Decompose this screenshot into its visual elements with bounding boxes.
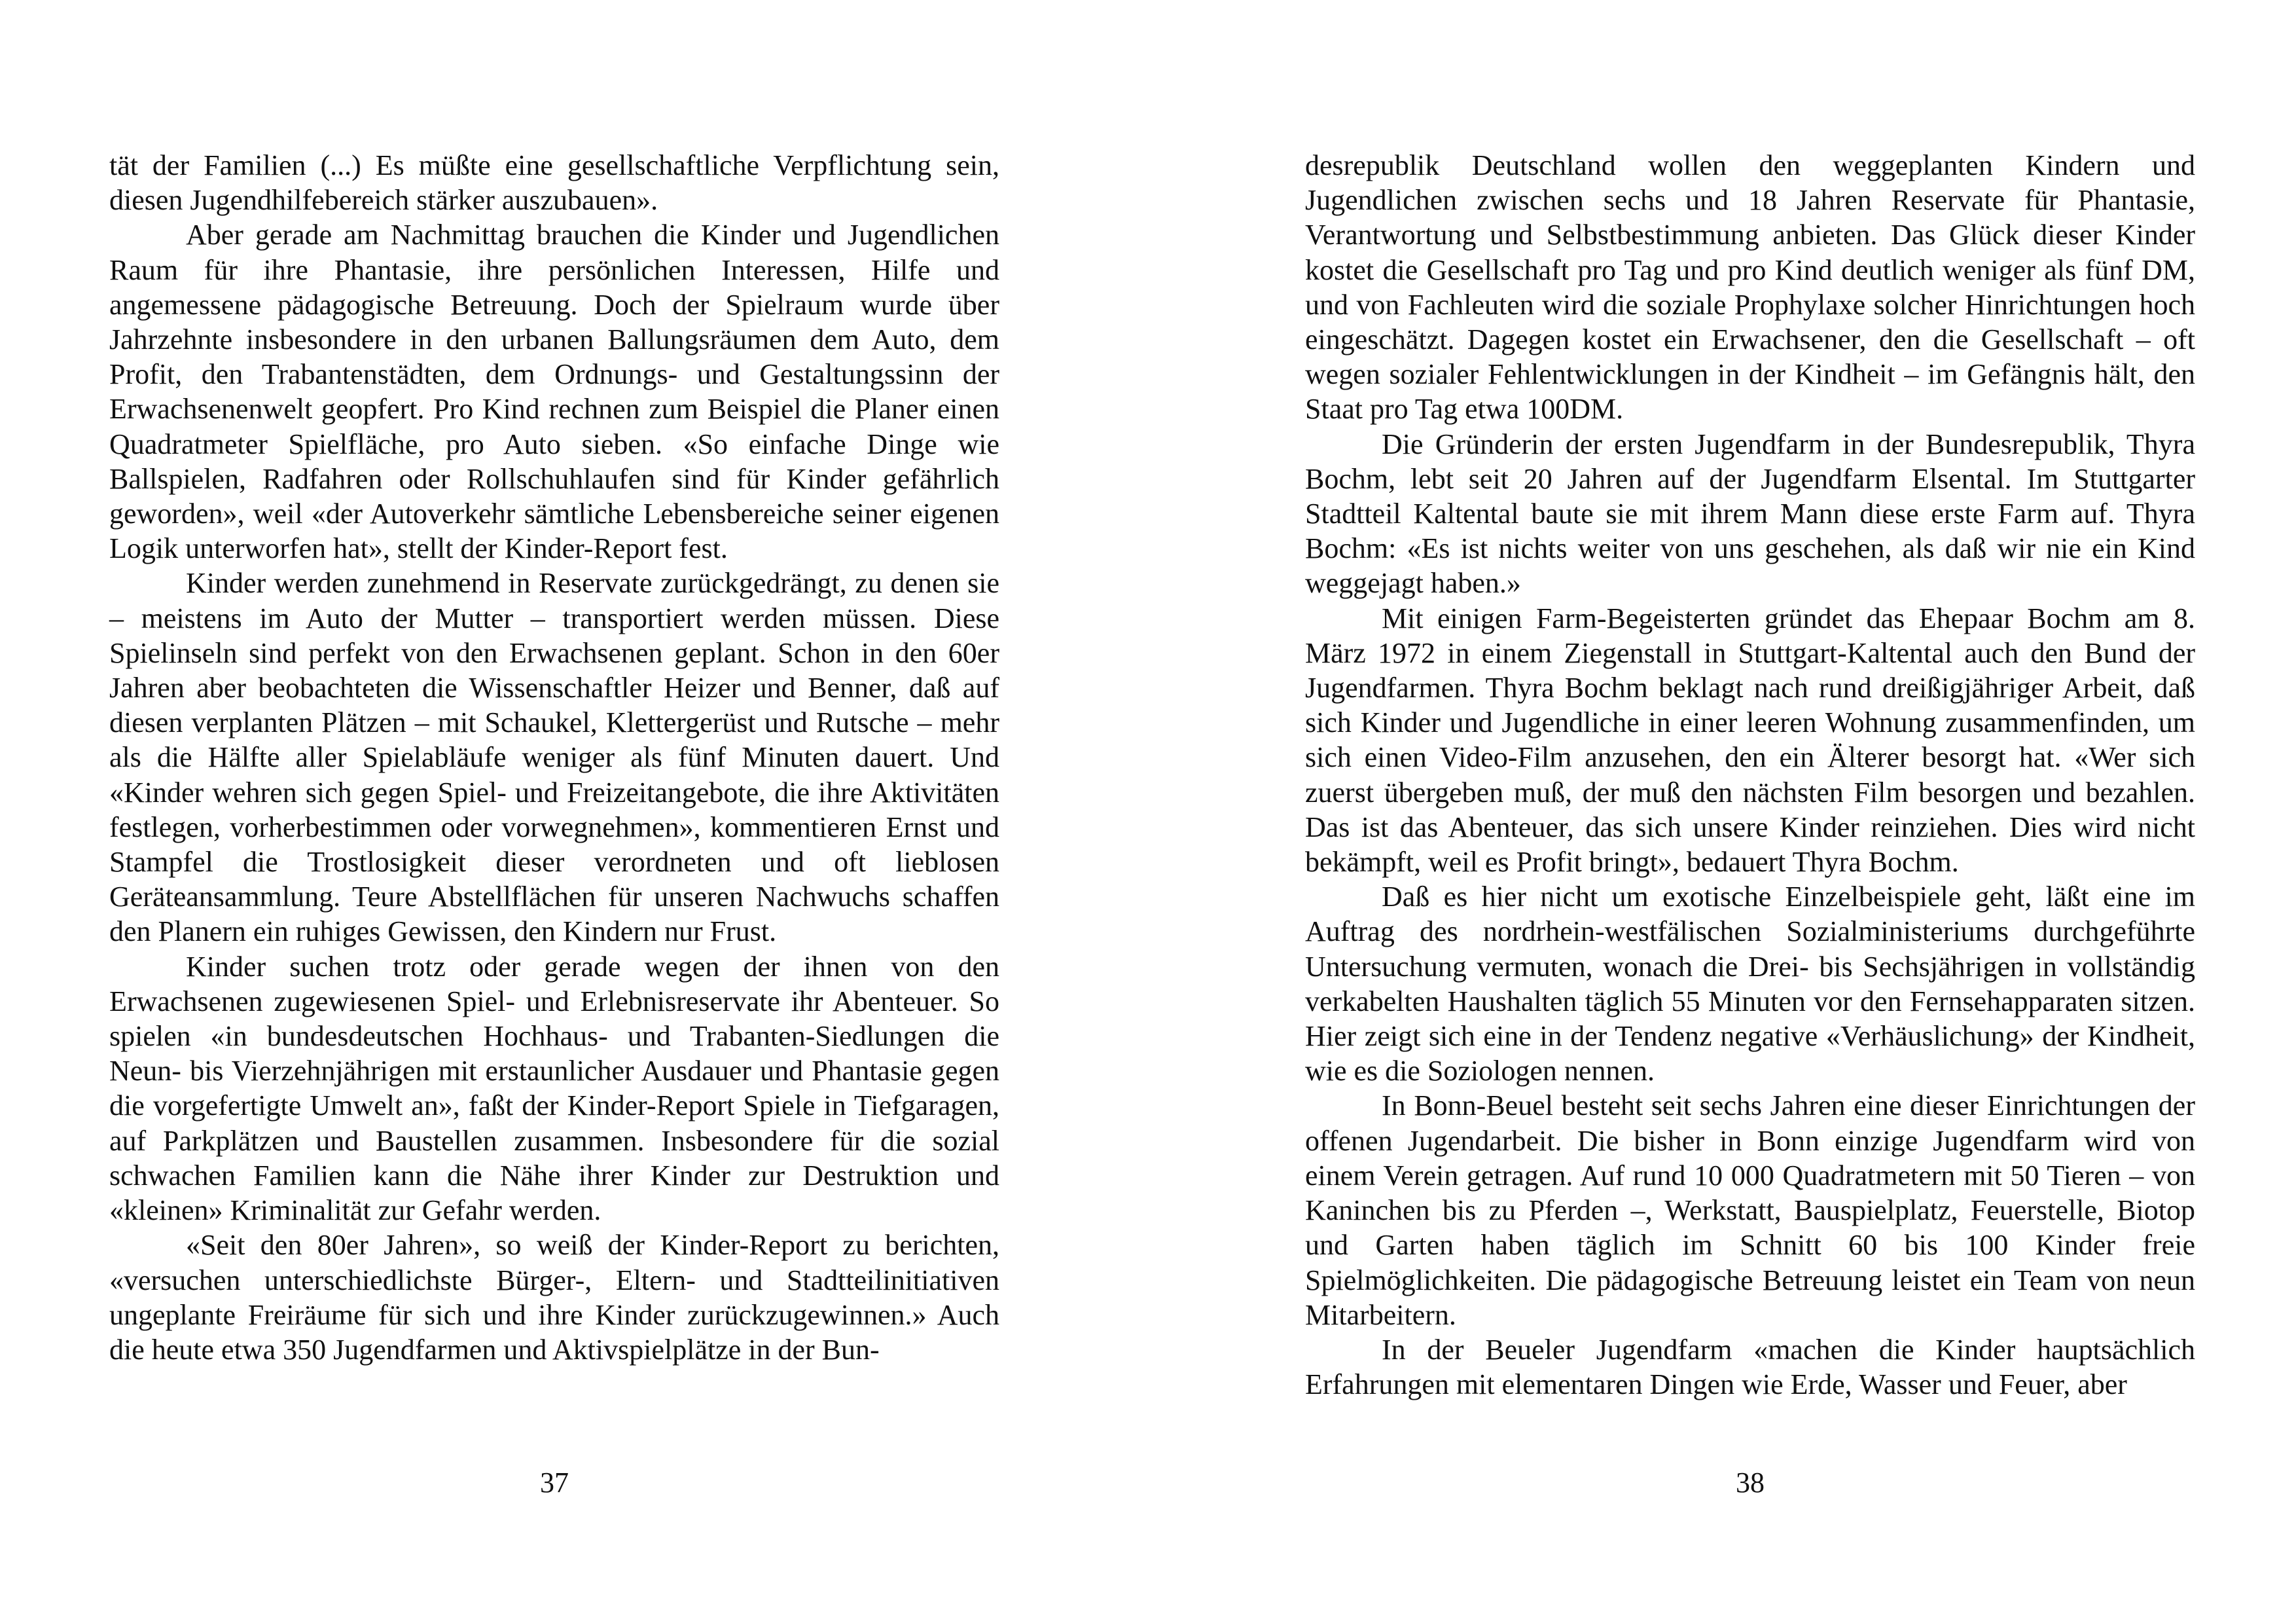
paragraph: Aber gerade am Nachmittag brauchen die Kinder und Jugendlichen Raum für ihre Phantasie, ihre persönlichen Interessen, Hilfe und angemessene pädagogische Betreuung. Doch der Spielraum wurde über Jahrzehnte insbesondere in den urbanen Ballungsräumen dem Auto, dem Profit, den Trabantenstädten, dem Ordnungs- und Gestaltungssinn der Erwachsenenwelt geopfert. Pro Kind rechnen zum Beispiel die Planer einen Quadratmeter Spielfläche, pro Auto sieben. «So einfache Dinge wie Ballspielen, Radfahren oder Rollschuhlaufen sind für Kinder gefährlich geworden», weil «der Autoverkehr sämtliche Lebensbereiche seiner eigenen Logik unterworfen hat», stellt der Kinder-Report fest.	[109, 219, 999, 565]
page-number-right: 38	[1736, 1467, 1765, 1499]
paragraph: «Seit den 80er Jahren», so weiß der Kinder-Report zu berichten, «versuchen unterschiedlichste Bürger-, Eltern- und Stadtteilinitiativen ungeplante Freiräume für sich und ihre Kinder zurückzugewinnen.» Auch die heute etwa 350 Jugendfarmen und Aktivspielplätze in der Bun-	[109, 1229, 999, 1366]
right-page-text	[1305, 148, 2195, 1402]
paragraph: Daß es hier nicht um exotische Einzelbeispiele geht, läßt eine im Auftrag des nordrhein-westfälischen Sozialministeriums durchgeführte Untersuchung vermuten, wonach die Drei- bis Sechsjährigen in vollständig verkabelten Haushalten täglich 55 Minuten vor den Fernsehapparaten sitzen. Hier zeigt sich eine in der Tendenz negative «Verhäuslichung» der Kindheit, wie es die Soziologen nennen.	[1305, 881, 2195, 1087]
right-page	[1148, 0, 2296, 1623]
paragraph: In Bonn-Beuel besteht seit sechs Jahren eine dieser Einrichtungen der offenen Jugendarbeit. Die bisher in Bonn einzige Jugendfarm wird von einem Verein getragen. Auf rund 10 000 Quadratmetern mit 50 Tieren – von Kaninchen bis zu Pferden –, Werkstatt, Bauspielplatz, Feuerstelle, Biotop und Garten haben täglich im Schnitt 60 bis 100 Kinder freie Spielmöglichkeiten. Die pädagogische Betreuung leistet ein Team von neun Mitarbeitern.	[1305, 1089, 2195, 1331]
paragraph: Mit einigen Farm-Begeisterten gründet das Ehepaar Bochm am 8. März 1972 in einem Ziegenstall in Stuttgart-Kaltental auch den Bund der Jugendfarmen. Thyra Bochm beklagt nach rund dreißigjähriger Arbeit, daß sich Kinder und Jugendliche in einer leeren Wohnung zusammenfinden, um sich einen Video-Film anzusehen, den ein Älterer besorgt hat. «Wer sich zuerst übergeben muß, der muß den nächsten Film besorgen und bezahlen. Das ist das Abenteuer, das sich unsere Kinder reinziehen. Dies wird nicht bekämpft, weil es Profit bringt», bedauert Thyra Bochm.	[1305, 602, 2195, 879]
paragraph: Kinder suchen trotz oder gerade wegen der ihnen von den Erwachsenen zugewiesenen Spiel- und Erlebnisreservate ihr Abenteuer. So spielen «in bundesdeutschen Hochhaus- und Trabanten-Siedlungen die Neun- bis Vierzehnjährigen mit erstaunlicher Ausdauer und Phantasie gegen die vorgefertigte Umwelt an», faßt der Kinder-Report Spiele in Tiefgaragen, auf Parkplätzen und Baustellen zusammen. Insbesondere für die sozial schwachen Familien kann die Nähe ihrer Kinder zur Destruktion und «kleinen» Kriminalität zur Gefahr werden.	[109, 950, 999, 1227]
paragraph: Die Gründerin der ersten Jugendfarm in der Bundesrepublik, Thyra Bochm, lebt seit 20 Jahren auf der Jugendfarm Elsental. Im Stuttgarter Stadtteil Kaltental baute sie mit ihrem Mann diese erste Farm auf. Thyra Bochm: «Es ist nichts weiter von uns geschehen, als daß wir nie ein Kind weggejagt haben.»	[1305, 428, 2195, 600]
paragraph: Kinder werden zunehmend in Reservate zurückgedrängt, zu denen sie – meistens im Auto der Mutter – transportiert werden müssen. Diese Spielinseln sind perfekt von den Erwachsenen geplant. Schon in den 60er Jahren aber beobachteten die Wissenschaftler Heizer und Benner, daß auf diesen verplanten Plätzen – mit Schaukel, Klettergerüst und Rutsche – mehr als die Hälfte aller Spielabläufe weniger als fünf Minuten dauert. Und «Kinder wehren sich gegen Spiel- und Freizeitangebote, die ihre Aktivitäten festlegen, vorherbestimmen oder vorwegnehmen», kommentieren Ernst und Stampfel die Trostlosigkeit dieser verordneten und oft lieblosen Geräteansammlung. Teure Abstellflächen für unseren Nachwuchs schaffen den Planern ein ruhiges Gewissen, den Kindern nur Frust.	[109, 567, 999, 948]
page-number-left: 37	[540, 1467, 569, 1499]
left-page-text	[109, 148, 999, 1367]
paragraph: In der Beueler Jugendfarm «machen die Kinder hauptsächlich Erfahrungen mit elementaren Dingen wie Erde, Wasser und Feuer, aber	[1305, 1333, 2195, 1401]
paragraph: tät der Familien (...) Es müßte eine gesellschaftliche Verpflichtung sein, diesen Jugendhilfebereich stärker auszubauen».	[109, 149, 999, 217]
paragraph: desrepublik Deutschland wollen den weggeplanten Kindern und Jugendlichen zwischen sechs und 18 Jahren Reservate für Phantasie, Verantwortung und Selbstbestimmung anbieten. Das Glück dieser Kinder kostet die Gesellschaft pro Tag und pro Kind deutlich weniger als fünf DM, und von Fachleuten wird die soziale Prophylaxe solcher Hinrichtungen hoch eingeschätzt. Dagegen kostet ein Erwachsener, den die Gesellschaft – oft wegen sozialer Fehlentwicklungen in der Kindheit – im Gefängnis hält, den Staat pro Tag etwa 100DM.	[1305, 149, 2195, 426]
